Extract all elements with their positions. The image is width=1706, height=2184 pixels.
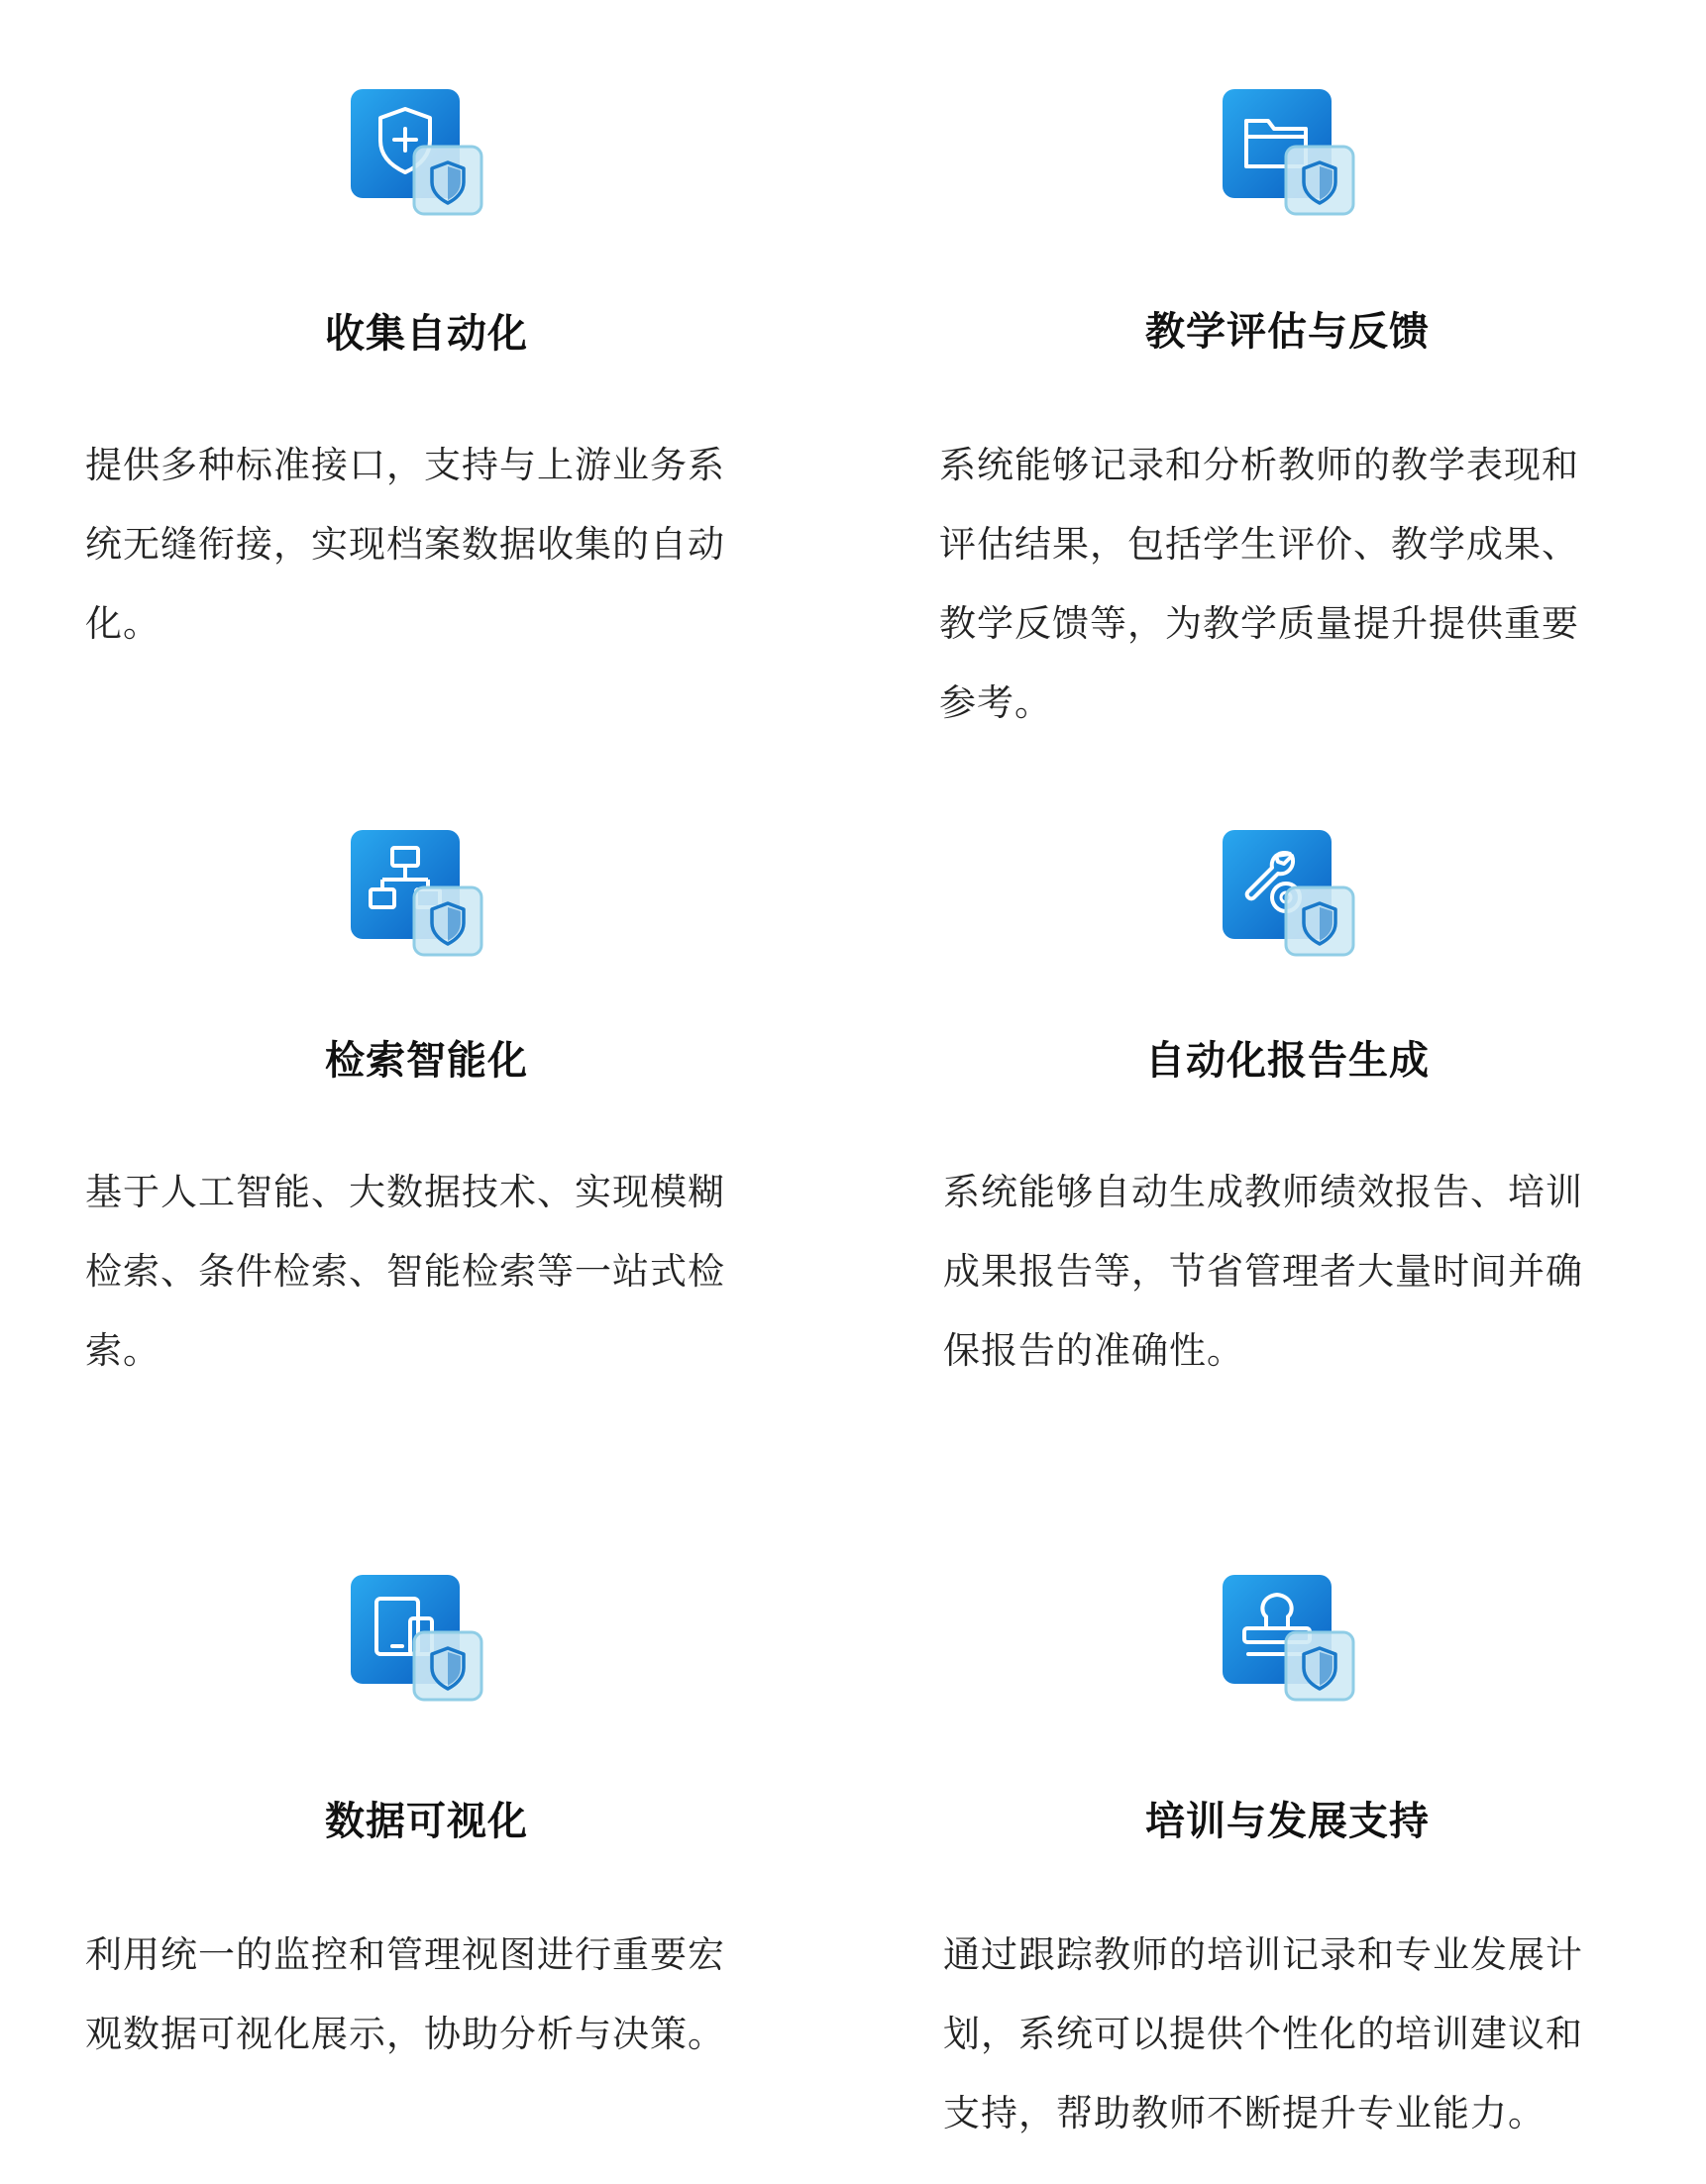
feature-title: 培训与发展支持 bbox=[1145, 1799, 1430, 1844]
stamp-icon bbox=[1221, 1573, 1359, 1708]
feature-title: 数据可视化 bbox=[325, 1799, 528, 1844]
hierarchy-icon bbox=[349, 828, 487, 963]
feature-description: 提供多种标准接口，支持与上游业务系统无缝衔接，实现档案数据收集的自动化。 bbox=[85, 444, 725, 645]
feature-description: 基于人工智能、大数据技术、实现模糊检索、条件检索、智能检索等一站式检索。 bbox=[85, 1171, 725, 1372]
feature-title: 教学评估与反馈 bbox=[1145, 309, 1430, 355]
shield-plus-icon bbox=[349, 87, 487, 222]
feature-title: 收集自动化 bbox=[325, 311, 528, 357]
feature-description: 通过跟踪教师的培训记录和专业发展计划，系统可以提供个性化的培训建议和支持，帮助教师不断提升专业能力。 bbox=[943, 1933, 1583, 2134]
feature-title: 检索智能化 bbox=[325, 1038, 528, 1084]
feature-description: 系统能够自动生成教师绩效报告、培训成果报告等，节省管理者大量时间并确保报告的准确性。 bbox=[943, 1171, 1583, 1372]
feature-description: 系统能够记录和分析教师的教学表现和评估结果，包括学生评价、教学成果、教学反馈等，为教学质量提升提供重要参考。 bbox=[939, 444, 1579, 724]
feature-title: 自动化报告生成 bbox=[1145, 1038, 1430, 1084]
wrench-gear-icon bbox=[1221, 828, 1359, 963]
folder-icon bbox=[1221, 87, 1359, 222]
feature-description: 利用统一的监控和管理视图进行重要宏观数据可视化展示，协助分析与决策。 bbox=[85, 1933, 725, 2055]
devices-icon bbox=[349, 1573, 487, 1708]
